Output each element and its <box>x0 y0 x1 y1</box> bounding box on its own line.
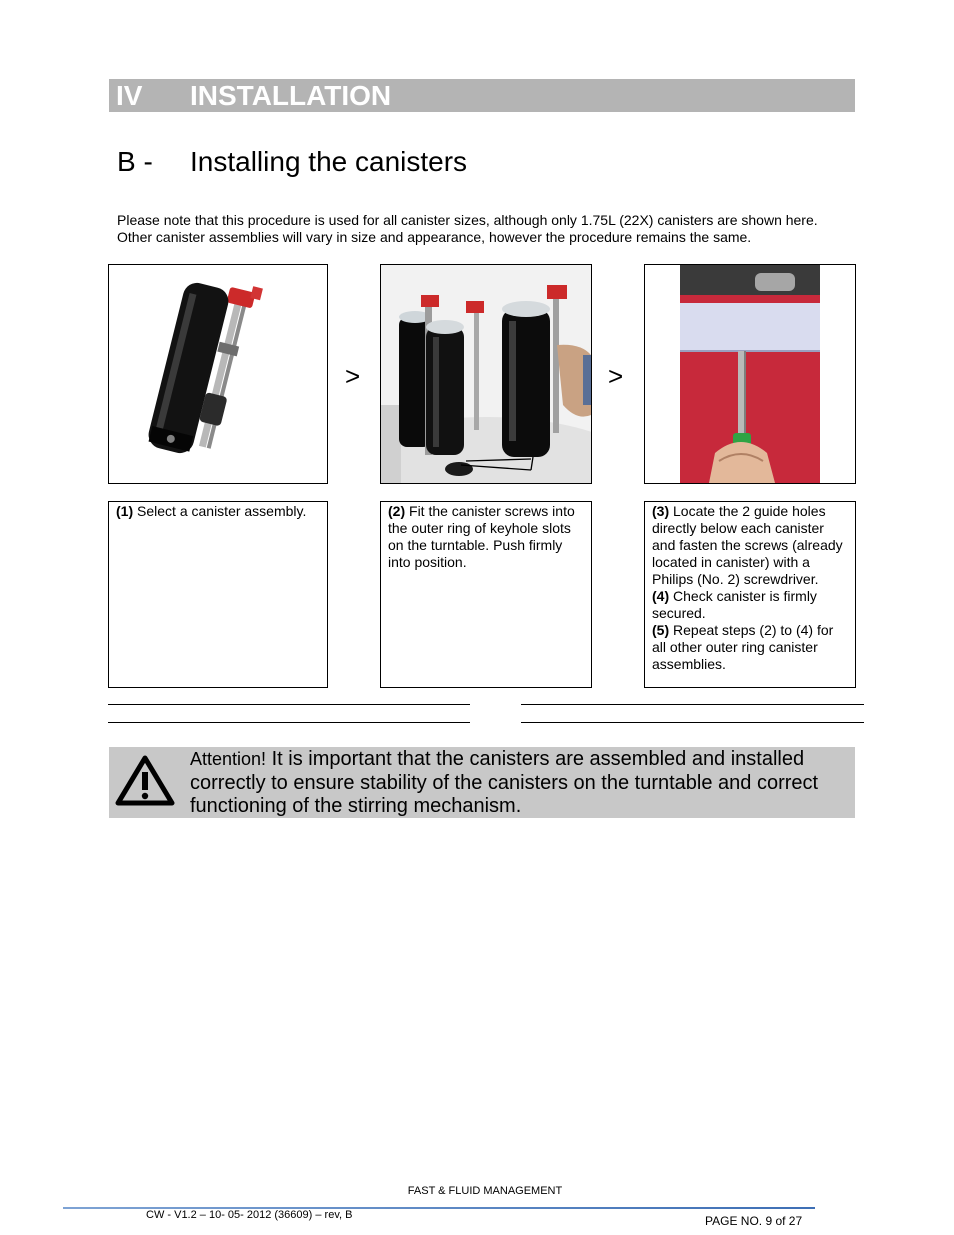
step-text: Select a canister assembly. <box>133 503 307 519</box>
canister-assembly-illustration <box>109 265 327 483</box>
section-number: IV <box>116 80 143 111</box>
divider-line <box>108 722 470 723</box>
footer-page-number: PAGE NO. 9 of 27 <box>705 1214 803 1228</box>
section-heading-bar <box>109 79 855 112</box>
step-number: (4) <box>652 588 670 604</box>
footer-company: FAST & FLUID MANAGEMENT <box>407 1185 563 1197</box>
step-number: (5) <box>652 622 670 638</box>
attention-box <box>109 747 855 818</box>
screwdriver-illustration <box>645 265 855 483</box>
photo-fastening-screw <box>644 264 856 484</box>
section-title: INSTALLATION <box>190 80 392 111</box>
attention-text <box>190 748 850 819</box>
photo-canisters-on-turntable <box>380 264 592 484</box>
divider-line <box>108 704 470 705</box>
photo-canister-assembly <box>108 264 328 484</box>
step-line <box>116 503 320 520</box>
step-text: Fit the canister screws into the outer ring of keyhole slots on the turntable. Push firmly into position. <box>388 503 575 570</box>
step-text: Locate the 2 guide holes directly below each canister and fasten the screws (already located in canister) with a Philips (No. 2) screwdriver. <box>652 503 843 587</box>
intro-paragraph: Please note that this procedure is used for all canister sizes, although only 1.75L (22X) canisters are shown here. Other canister assemblies will vary in size and appearance, however the procedure remains the same. <box>117 212 818 245</box>
turntable-illustration <box>381 265 591 483</box>
step-arrow-1: > <box>345 361 361 391</box>
warning-triangle-icon <box>115 755 175 807</box>
step-line <box>652 503 848 588</box>
step-caption-3 <box>644 501 856 688</box>
step-text: Repeat steps (2) to (4) for all other outer ring canister assemblies. <box>652 622 834 672</box>
attention-message: It is important that the canisters are assembled and installed correctly to ensure stability of the canisters on the turntable and correct functioning of the stirring mechanism. <box>190 748 819 817</box>
subsection-number: B - <box>117 146 153 177</box>
step-number: (3) <box>652 503 670 519</box>
divider-line <box>521 704 864 705</box>
divider-line <box>521 722 864 723</box>
step-line <box>652 622 848 673</box>
step-caption-2 <box>380 501 592 688</box>
subsection-title: Installing the canisters <box>190 146 468 177</box>
step-arrow-2: > <box>608 361 624 391</box>
attention-label: Attention! <box>190 749 267 769</box>
step-line <box>388 503 584 571</box>
step-text: Check canister is firmly secured. <box>652 588 817 621</box>
step-caption-1 <box>108 501 328 688</box>
step-line <box>652 588 848 622</box>
step-number: (2) <box>388 503 406 519</box>
step-number: (1) <box>116 503 134 519</box>
footer-version: CW - V1.2 – 10- 05- 2012 (36609) – rev, B <box>146 1209 353 1221</box>
